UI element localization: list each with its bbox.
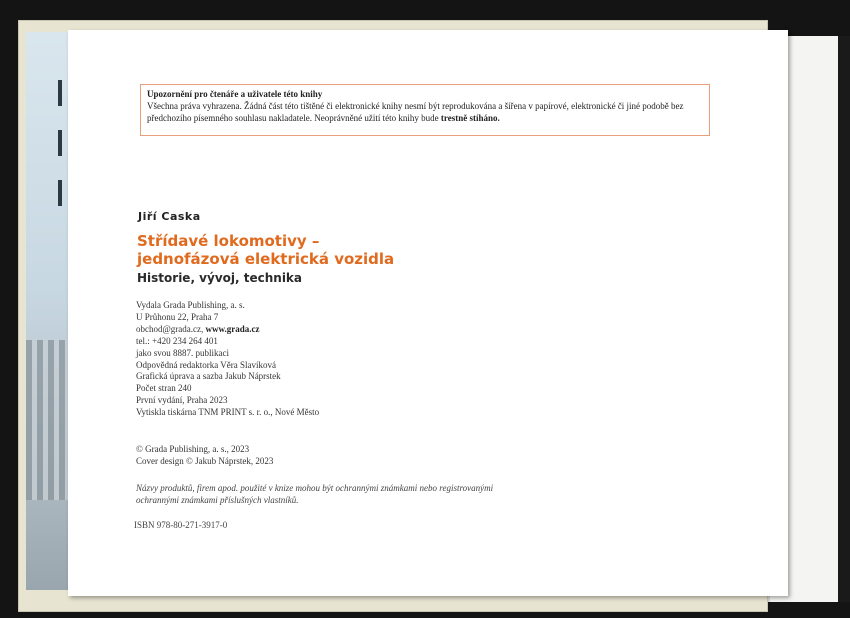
editor-line: Odpovědná redaktorka Věra Slavíková [136, 359, 277, 370]
address-line: U Průhonu 22, Praha 7 [136, 311, 219, 322]
book-title-line-2: jednofázová elektrická vozidla [137, 250, 395, 268]
cover-bridge-image [26, 340, 74, 500]
notice-title: Upozornění pro čtenáře a uživatele této knihy [147, 89, 323, 99]
contact-line [136, 324, 516, 336]
website-text: www.grada.cz [205, 323, 260, 334]
edition-line: První vydání, Praha 2023 [136, 395, 228, 406]
copyright-block [136, 444, 516, 468]
publication-number-line: jako svou 8887. publikaci [136, 347, 229, 358]
author-name: Jiří Caska [138, 210, 201, 223]
book-title-line-1: Střídavé lokomotivy – [137, 232, 320, 250]
imprint-page [68, 30, 788, 596]
cover-title-edge [58, 80, 62, 220]
scan-right-edge [838, 36, 850, 602]
printer-line: Vytiskla tiskárna TNM PRINT s. r. o., Nové Město [136, 407, 320, 418]
imprint-block [136, 300, 516, 419]
book-subtitle: Historie, vývoj, technika [137, 271, 303, 285]
isbn-number: ISBN 978-80-271-3917-0 [134, 520, 228, 530]
notice-body-text: Všechna práva vyhrazena. Žádná část této tištěné či elektronické knihy nesmí být reprodukována a šířena v papírové, elektronické či jiné podobě bez předchozího písemného souhlasu nakladatele. Neoprávněné užití této knihy bude [147, 101, 684, 123]
email-text: obchod@grada.cz, [136, 323, 204, 334]
notice-body [147, 100, 703, 124]
page-count-line: Počet stran 240 [136, 383, 192, 394]
design-line: Grafická úprava a sazba Jakub Náprstek [136, 371, 281, 382]
trademark-notice: Názvy produktů, firem apod. použité v knize mohou být ochrannými známkami nebo registrovanými ochrannými známkami příslušných vlastníků. [136, 483, 494, 505]
publisher-line: Vydala Grada Publishing, a. s. [136, 300, 245, 310]
copyright-notice-box [140, 84, 710, 136]
copyright-line-1: © Grada Publishing, a. s., 2023 [136, 444, 250, 454]
cover-photo-edge [26, 32, 74, 590]
phone-line: tel.: +420 234 264 401 [136, 335, 218, 346]
notice-emphasis: trestně stíháno. [440, 113, 500, 123]
copyright-line-2: Cover design © Jakub Náprstek, 2023 [136, 455, 274, 466]
